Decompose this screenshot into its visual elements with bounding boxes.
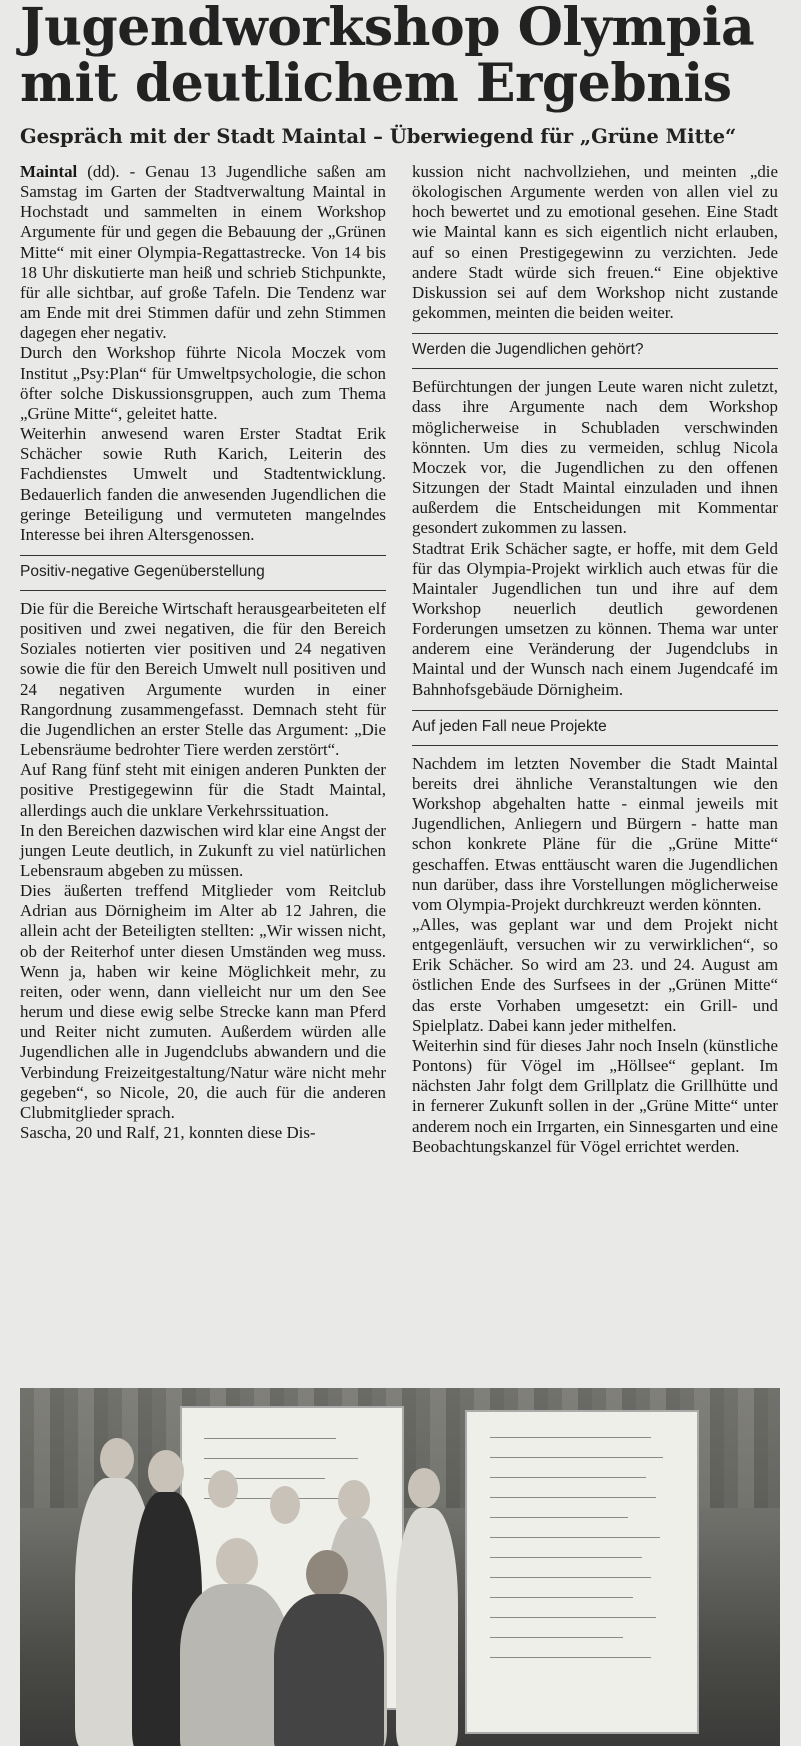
person [274,1594,384,1746]
paragraph: Dies äußerten treffend Mitglieder vom Reitclub Adrian aus Dörnigheim im Alter ab 12 Jahren, die allein acht der Beteiligten stellten: „Wir wissen nicht, ob der Reiterhof unter diesen Umständen weg muss. Wenn ja, haben wir keine Möglichkeit mehr, zu reiten, oder wenn, dann vielleicht nur um den See herum und diese ewig selbe Strecke kann man Pferd und Reiter nicht zumuten. Außerdem würden alle Jugendlichen alle in Jugendclubs abwandern und die Verbindung Freizeitgestaltung/Natur wäre nicht mehr gegeben“, so Nicole, 20, die auch für die anderen Clubmitglieder sprach. [20,881,386,1122]
person [408,1468,440,1508]
paragraph: Befürchtungen der jungen Leute waren nicht zuletzt, dass ihre Argumente nach dem Workshop möglicherweise in Schubladen verschwinden könnten. Um dies zu vermeiden, schlug Nicola Moczek vor, die Jugendlichen zu den offenen Sitzungen der Stadt Maintal einzuladen und ihnen außerdem die Entscheidungen mit Kommentar gesondert zukommen zu lassen. [412,377,778,538]
paragraph: Stadtrat Erik Schächer sagte, er hoffe, mit dem Geld für das Olympia-Projekt wirklich auch etwas für die Maintaler Jugendlichen tun und ihre auf dem Workshop neuerlich deutlich gewordenen Forderungen umsetzen zu können. Thema war unter anderem eine Veränderung der Jugendclubs in Maintal und der Wunsch nach einem Jugendcafé im Bahnhofsgebäude Dörnigheim. [412,538,778,699]
paragraph: Die für die Bereiche Wirtschaft herausgearbeiteten elf positiven und zwei negativen, die für den Bereich Soziales notierten vier positiven und 24 negativen sowie die für den Bereich Umwelt null positiven und 24 negativen Argumente wurden in einer Rangordnung zusammengefasst. Demnach steht für die Jugendlichen an erster Stelle das Argument: „Die Lebensräume bedrohter Tiere werden zerstört“. [20,598,386,760]
paragraph: kussion nicht nachvollziehen, und meinten „die ökologischen Argumente werden von allen viel zu hoch bewertet und zu emotional gesehen. Eine Stadt wie Maintal kann es sich eigentlich nicht erlauben, auf so einen Prestigegewinn zu verzichten. Jede andere Stadt würde sich freuen.“ Eine objektive Diskussion sei auf dem Workshop nicht zustande gekommen, meinten die beiden weiter. [412,162,778,323]
flipchart-board-right [465,1410,699,1734]
article-column-right [412,162,778,1157]
section-heading: Werden die Jugendlichen gehört? [412,340,778,369]
person [216,1538,258,1586]
paragraph: „Alles, was geplant war und dem Projekt nicht entgegenläuft, versuchen wir zu verwirklichen“, so Erik Schächer. So wird am 23. und 24. August am östlichen Ende des Surfsees in der „Grünen Mitte“ das erste Vorhaben umgesetzt: ein Grill- und Spielplatz. Dabei kann jeder mithelfen. [412,915,778,1035]
paragraph: In den Bereichen dazwischen wird klar eine Angst der jungen Leute deutlich, in Zukunft zu viel natürlichen Lebensraum abgeben zu müssen. [20,820,386,880]
group-photo [20,1388,780,1746]
subheadline: Gespräch mit der Stadt Maintal – Überwiegend für „Grüne Mitte“ [20,125,737,148]
headline-line-2: mit deutlichem Ergebnis [20,53,732,114]
person [396,1508,458,1746]
paragraph-text: (dd). - Genau 13 Jugendliche saßen am Samstag im Garten der Stadtverwaltung Maintal in Hochstadt und sammelten in einem Workshop Argumente für und gegen die Bebauung der „Grünen Mitte“ mit einer Olympia-Regattastrecke. Von 14 bis 18 Uhr diskutierte man heiß und schrieb Stichpunkte, für alle sichtbar, auf große Tafeln. Die Tendenz war am Ende mit drei Stimmen dafür und zehn Stimmen dagegen eher negativ. [20,162,386,343]
divider [20,555,386,556]
person [148,1450,184,1494]
paragraph: Weiterhin anwesend waren Erster Stadtat Erik Schächer sowie Ruth Karich, Leiterin des Fachdienstes Umwelt und Stadtentwicklung. Bedauerlich fanden die anwesenden Jugendlichen die geringe Beteiligung und vermuteten mangelndes Interesse bei ihren Altersgenossen. [20,424,386,544]
person [208,1470,238,1508]
article-column-left [20,162,386,1143]
paragraph: Nachdem im letzten November die Stadt Maintal bereits drei ähnliche Veranstaltungen wie den Workshop abgehalten hatte - einmal jeweils mit Jugendlichen, Anliegern und Bürgern - hatte man schon konkrete Pläne für die „Grüne Mitte“ geschaffen. Etwas enttäuscht waren die Jugendlichen nun darüber, dass ihre Vorstellungen möglicherweise vom Olympia-Projekt durchkreuzt werden könnten. [412,753,778,914]
person [306,1550,348,1598]
paragraph: Auf Rang fünf steht mit einigen anderen Punkten der positive Prestigegewinn für die Stadt Maintal, allerdings auch die unklare Verkehrssituation. [20,760,386,820]
headline [20,0,790,112]
paragraph: Durch den Workshop führte Nicola Moczek vom Institut „Psy:Plan“ für Umweltpsychologie, die schon öfter solche Diskussionsgruppen, auch zum Thema „Grüne Mitte“, geleitet hatte. [20,343,386,423]
divider [412,710,778,711]
section-heading: Positiv-negative Gegenüberstellung [20,562,386,591]
headline-line-1: Jugendworkshop Olympia [20,0,755,58]
paragraph: Weiterhin sind für dieses Jahr noch Inseln (künstliche Pontons) für Vögel im „Höllsee“ geplant. Im nächsten Jahr folgt dem Grillplatz die Grillhütte und in fernerer Zukunft sollen in der „Grüne Mitte“ unter anderem noch ein Irrgarten, ein Sinnesgarten und eine Beobachtungskanzel für Vögel errichtet werden. [412,1035,778,1156]
dateline: Maintal [20,162,78,181]
person [338,1480,370,1520]
person [270,1486,300,1524]
paragraph: Sascha, 20 und Ralf, 21, konnten diese Dis- [20,1123,316,1143]
divider [412,333,778,334]
section-heading: Auf jeden Fall neue Projekte [412,717,778,746]
person [100,1438,134,1480]
paragraph [20,162,386,343]
